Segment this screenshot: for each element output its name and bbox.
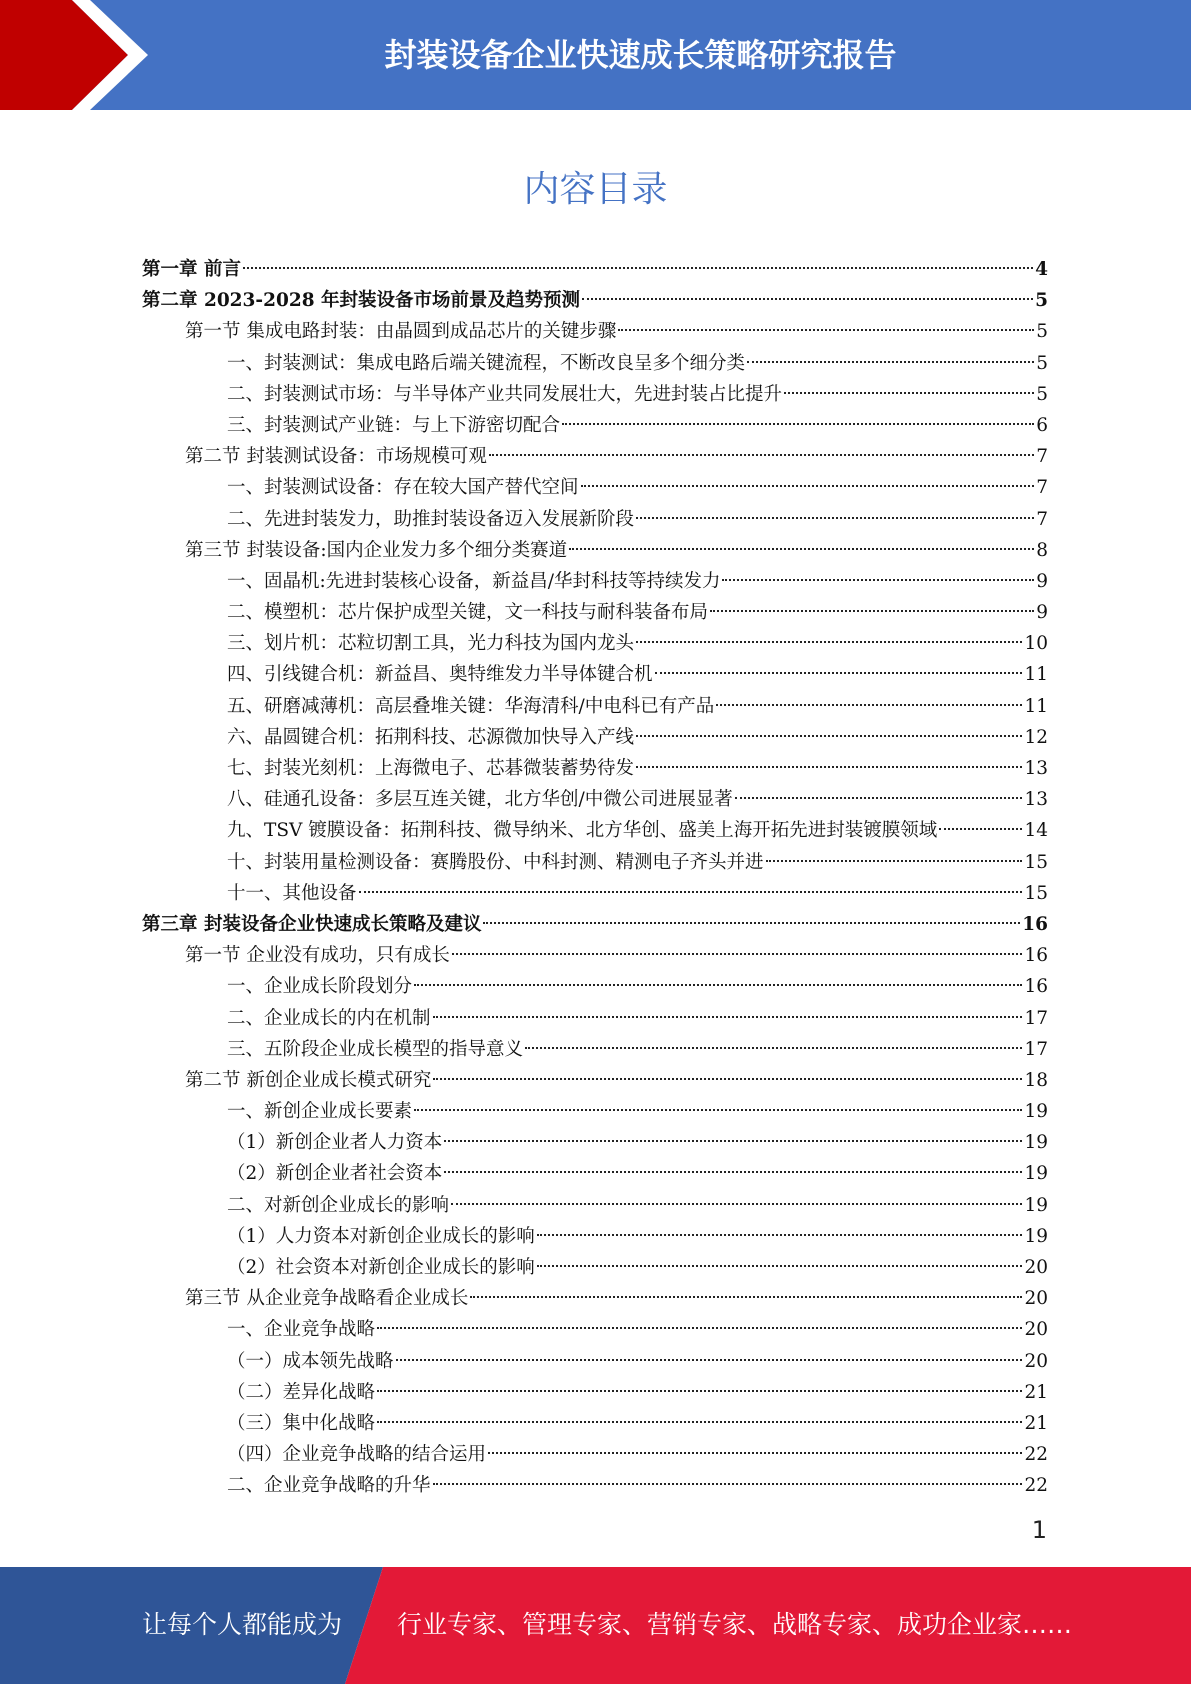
toc-entry[interactable] bbox=[142, 1470, 1048, 1501]
toc-entry-title: 二、企业成长的内在机制 bbox=[227, 1007, 431, 1029]
toc-dot-leader bbox=[433, 998, 1023, 1018]
toc-entry-page: 17 bbox=[1024, 1007, 1048, 1029]
toc-entry[interactable] bbox=[142, 784, 1048, 815]
toc-entry-title: 一、新创企业成长要素 bbox=[227, 1101, 413, 1123]
toc-dot-leader bbox=[470, 1278, 1022, 1298]
toc-dot-leader bbox=[433, 1060, 1022, 1080]
toc-entry-title: 第三节 封装设备:国内企业发力多个细分类赛道 bbox=[185, 539, 568, 561]
toc-entry-title: 六、晶圆键合机：拓荆科技、芯源微加快导入产线 bbox=[227, 726, 635, 748]
toc-entry-title: 七、封装光刻机：上海微电子、芯碁微装蓄势待发 bbox=[227, 758, 635, 779]
toc-dot-leader bbox=[451, 1185, 1022, 1205]
toc-dot-leader bbox=[377, 1309, 1022, 1329]
toc-entry-page: 15 bbox=[1024, 851, 1048, 873]
toc-entry-page: 5 bbox=[1036, 383, 1048, 405]
toc-entry-page: 13 bbox=[1024, 789, 1048, 811]
toc-entry-page: 20 bbox=[1024, 1350, 1048, 1372]
toc-dot-leader bbox=[433, 1465, 1023, 1485]
toc-entry-title: 四、引线键合机：新益昌、奥特维发力半导体键合机 bbox=[227, 664, 653, 686]
toc-entry-title: 二、模塑机：芯片保护成型关键，文一科技与耐科装备布局 bbox=[227, 602, 709, 624]
toc-entry-title: 第一节 集成电路封装：由晶圆到成品芯片的关键步骤 bbox=[185, 321, 617, 343]
toc-entry-page: 21 bbox=[1024, 1381, 1048, 1403]
toc-entry-page: 13 bbox=[1024, 758, 1048, 779]
toc-entry-page: 14 bbox=[1024, 820, 1048, 842]
toc-entry-page: 21 bbox=[1024, 1412, 1048, 1434]
toc-dot-leader bbox=[243, 249, 1033, 269]
table-of-contents bbox=[142, 254, 1048, 1502]
footer-slogan-left: 让每个人都能成为 bbox=[142, 1610, 343, 1639]
toc-entry-title: 第三章 封装设备企业快速成长策略及建议 bbox=[142, 913, 482, 935]
toc-entry-title: 第二节 封装测试设备：市场规模可观 bbox=[185, 446, 487, 468]
toc-dot-leader bbox=[414, 1091, 1022, 1111]
footer-slogan-right: 行业专家、管理专家、营销专家、战略专家、成功企业家…… bbox=[397, 1610, 1073, 1639]
toc-dot-leader bbox=[444, 1153, 1022, 1173]
toc-entry-title: 第三节 从企业竞争战略看企业成长 bbox=[185, 1288, 469, 1310]
toc-entry-title: （三）集中化战略 bbox=[227, 1412, 376, 1434]
toc-dot-leader bbox=[716, 686, 1022, 706]
toc-entry-title: 三、五阶段企业成长模型的指导意义 bbox=[227, 1038, 524, 1060]
toc-entry-title: 一、封装测试设备：存在较大国产替代空间 bbox=[227, 477, 579, 499]
toc-dot-leader bbox=[582, 280, 1033, 300]
toc-dot-leader bbox=[377, 1372, 1022, 1392]
toc-entry-page: 18 bbox=[1024, 1069, 1048, 1091]
toc-entry-page: 16 bbox=[1024, 976, 1048, 998]
toc-dot-leader bbox=[414, 966, 1022, 986]
toc-entry-title: 一、企业成长阶段划分 bbox=[227, 976, 413, 998]
toc-dot-leader bbox=[489, 436, 1034, 456]
toc-entry-title: （一）成本领先战略 bbox=[227, 1350, 394, 1372]
toc-dot-leader bbox=[747, 343, 1034, 363]
toc-entry-title: 第二节 新创企业成长模式研究 bbox=[185, 1069, 432, 1091]
toc-entry-title: 二、先进封装发力，助推封装设备迈入发展新阶段 bbox=[227, 508, 635, 530]
toc-entry-title: 第二章 2023-2028 年封装设备市场前景及趋势预测 bbox=[142, 290, 581, 312]
toc-entry-page: 17 bbox=[1024, 1038, 1048, 1060]
toc-dot-leader bbox=[377, 1403, 1022, 1423]
toc-dot-leader bbox=[452, 935, 1023, 955]
toc-entry-page: 19 bbox=[1024, 1225, 1048, 1247]
toc-entry-page: 4 bbox=[1035, 259, 1048, 280]
toc-dot-leader bbox=[525, 1029, 1022, 1049]
toc-entry-title: 十、封装用量检测设备：赛腾股份、中科封测、精测电子齐头并进 bbox=[227, 851, 764, 873]
toc-entry-page: 16 bbox=[1022, 913, 1048, 935]
header-arrow-decoration bbox=[0, 0, 200, 110]
toc-dot-leader bbox=[710, 592, 1034, 612]
header-banner bbox=[0, 0, 1191, 110]
toc-dot-leader bbox=[444, 1122, 1022, 1142]
toc-entry-title: 十一、其他设备 bbox=[227, 882, 357, 904]
toc-entry-page: 22 bbox=[1024, 1444, 1048, 1466]
toc-entry-title: （四）企业竞争战略的结合运用 bbox=[227, 1444, 487, 1466]
toc-entry-page: 20 bbox=[1024, 1288, 1048, 1310]
toc-entry-title: 二、封装测试市场：与半导体产业共同发展壮大，先进封装占比提升 bbox=[227, 383, 783, 405]
toc-dot-leader bbox=[483, 904, 1020, 924]
toc-dot-leader bbox=[537, 1247, 1023, 1267]
toc-entry-page: 8 bbox=[1036, 539, 1048, 561]
toc-entry-page: 11 bbox=[1024, 664, 1048, 686]
toc-dot-leader bbox=[766, 842, 1023, 862]
toc-entry-page: 19 bbox=[1024, 1163, 1048, 1185]
toc-dot-leader bbox=[655, 654, 1023, 674]
toc-entry-title: （二）差异化战略 bbox=[227, 1381, 376, 1403]
toc-entry-title: 第一节 企业没有成功，只有成长 bbox=[185, 945, 450, 967]
toc-entry-page: 12 bbox=[1024, 726, 1048, 748]
toc-entry-title: 第一章 前言 bbox=[142, 259, 241, 280]
toc-entry-page: 7 bbox=[1036, 446, 1048, 468]
toc-dot-leader bbox=[581, 467, 1035, 487]
toc-entry-page: 5 bbox=[1035, 290, 1048, 312]
toc-dot-leader bbox=[939, 810, 1022, 830]
toc-entry-page: 9 bbox=[1036, 570, 1048, 592]
toc-entry-page: 7 bbox=[1036, 477, 1048, 499]
toc-entry-page: 19 bbox=[1024, 1101, 1048, 1123]
toc-dot-leader bbox=[735, 779, 1023, 799]
toc-entry-page: 9 bbox=[1036, 602, 1048, 624]
toc-entry-title: （1）人力资本对新创企业成长的影响 bbox=[227, 1225, 535, 1247]
toc-entry-page: 6 bbox=[1036, 414, 1048, 436]
toc-entry-title: 一、固晶机:先进封装核心设备，新益昌/华封科技等持续发力 bbox=[227, 570, 721, 592]
toc-entry-title: 三、封装测试产业链：与上下游密切配合 bbox=[227, 414, 561, 436]
toc-entry-title: 二、对新创企业成长的影响 bbox=[227, 1194, 450, 1216]
toc-dot-leader bbox=[396, 1341, 1023, 1361]
toc-entry-page: 16 bbox=[1024, 945, 1048, 967]
toc-dot-leader bbox=[636, 717, 1022, 737]
page-number: 1 bbox=[1031, 1516, 1047, 1544]
toc-entry-page: 11 bbox=[1024, 695, 1048, 717]
toc-dot-leader bbox=[636, 623, 1022, 643]
toc-entry-title: 九、TSV 镀膜设备：拓荆科技、微导纳米、北方华创、盛美上海开拓先进封装镀膜领域 bbox=[227, 820, 938, 842]
toc-entry-page: 7 bbox=[1036, 508, 1048, 530]
footer-banner bbox=[0, 1567, 1191, 1684]
toc-heading: 内容目录 bbox=[523, 169, 668, 210]
toc-entry-page: 19 bbox=[1024, 1132, 1048, 1154]
toc-dot-leader bbox=[569, 530, 1034, 550]
toc-dot-leader bbox=[359, 873, 1023, 893]
toc-entry-page: 20 bbox=[1024, 1257, 1048, 1278]
toc-entry-title: 八、硅通孔设备：多层互连关键，北方华创/中微公司进展显著 bbox=[227, 789, 733, 811]
toc-entry-page: 15 bbox=[1024, 882, 1048, 904]
toc-entry-title: （2）社会资本对新创企业成长的影响 bbox=[227, 1257, 535, 1278]
toc-dot-leader bbox=[562, 405, 1034, 425]
toc-entry-title: 五、研磨减薄机：高层叠堆关键：华海清科/中电科已有产品 bbox=[227, 695, 715, 717]
toc-entry-page: 20 bbox=[1024, 1319, 1048, 1341]
toc-entry-title: 一、企业竞争战略 bbox=[227, 1319, 376, 1341]
toc-entry-title: 三、划片机：芯粒切割工具，光力科技为国内龙头 bbox=[227, 633, 635, 655]
toc-entry-title: 一、封装测试：集成电路后端关键流程，不断改良呈多个细分类 bbox=[227, 352, 746, 374]
toc-entry-page: 5 bbox=[1036, 352, 1048, 374]
report-title: 封装设备企业快速成长策略研究报告 bbox=[384, 36, 897, 74]
toc-entry-page: 5 bbox=[1036, 321, 1048, 343]
toc-dot-leader bbox=[636, 499, 1034, 519]
toc-dot-leader bbox=[784, 374, 1034, 394]
toc-entry-page: 10 bbox=[1024, 633, 1048, 655]
toc-dot-leader bbox=[636, 748, 1022, 768]
toc-dot-leader bbox=[537, 1216, 1023, 1236]
toc-dot-leader bbox=[488, 1434, 1022, 1454]
toc-entry-title: 二、企业竞争战略的升华 bbox=[227, 1475, 431, 1497]
toc-entry-title: （2）新创企业者社会资本 bbox=[227, 1163, 443, 1185]
toc-dot-leader bbox=[618, 311, 1034, 331]
toc-entry-page: 19 bbox=[1024, 1194, 1048, 1216]
toc-dot-leader bbox=[722, 561, 1034, 581]
toc-entry-page: 22 bbox=[1024, 1475, 1048, 1497]
toc-entry-title: （1）新创企业者人力资本 bbox=[227, 1132, 443, 1154]
